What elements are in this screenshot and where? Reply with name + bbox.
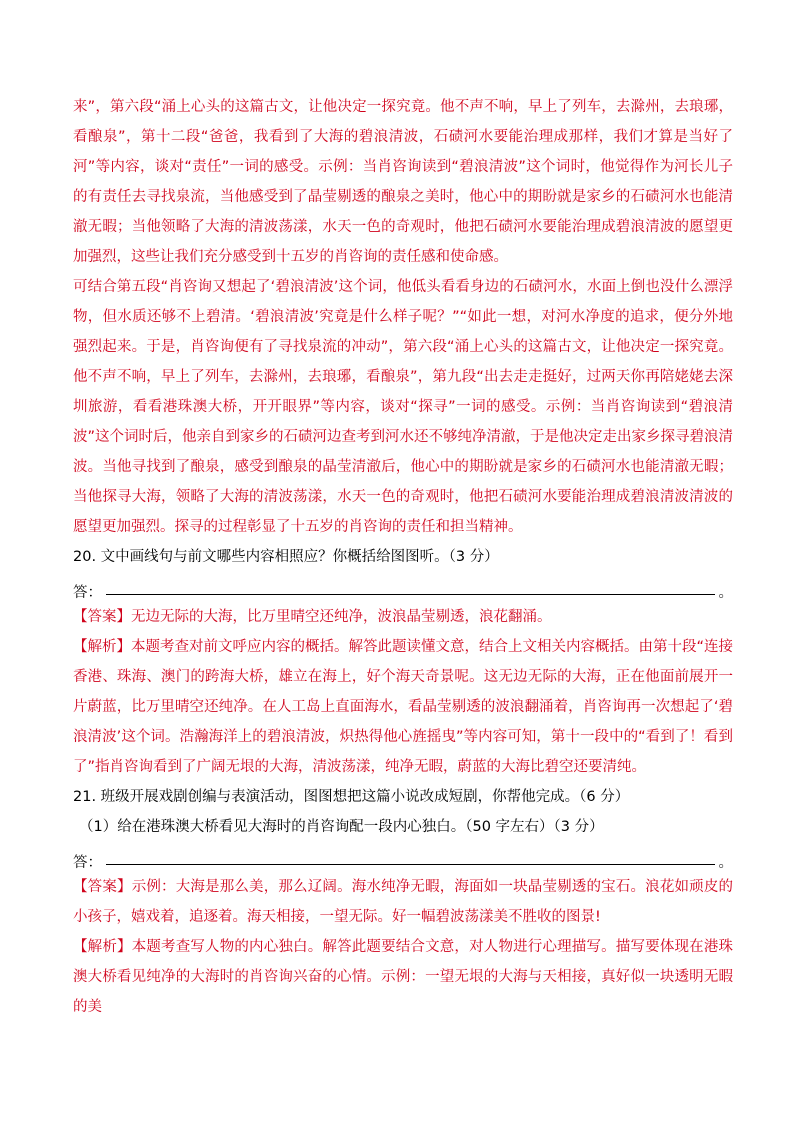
question-21-1: （1）给在港珠澳大桥看见大海时的肖咨询配一段内心独白。（50 字左右）（3 分） [79,819,604,835]
answer-tag: 【答案】 [73,609,131,625]
q21-analysis [73,932,733,1022]
answer-blank-rule [106,593,715,595]
answer-line-20 [73,572,733,602]
answer-blank-rule [106,863,715,865]
q20-analysis-text: 本题考查对前文呼应内容的概括。解答此题读懂文意，结合上文相关内容概括。由第十段“连接香港、珠海、澳门的跨海大桥，雄立在海上，好个海天奇景呢。这无边无际的大海，正在他面前展开一片蔚蓝，比万里晴空还纯净。在人工岛上直面海水，看晶莹剔透的波浪翻涌着，肖咨询再一次想起了‘碧浪清波’这个词。浩瀚海洋上的碧浪清波，炽热得他心旌摇曳”等内容可知，第十一段中的“看到了！看到了”指肖咨询看到了广阔无垠的大海，清波荡漾，纯净无暇，蔚蓝的大海比碧空还要清纯。 [73,639,734,775]
q21-answer-text: 示例：大海是那么美，那么辽阔。海水纯净无暇，海面如一块晶莹剔透的宝石。浪花如顽皮的小孩子，嬉戏着，追逐着。海天相接，一望无际。好一幅碧波荡漾美不胜收的图景! [73,879,734,925]
analysis-tag: 【解析】 [73,639,131,655]
q21-analysis-text: 本题考查写人物的内心独白。解答此题要结合文意，对人物进行心理描写。描写要体现在港珠澳大桥看见纯净的大海时的肖咨询兴奋的心情。示例：一望无垠的大海与天相接，真好似一块透明无暇的美 [73,939,734,1015]
q20-answer [73,602,733,632]
question-21: 21. 班级开展戏剧创编与表演活动，图图想把这篇小说改成短剧，你帮他完成。（6 分） [73,789,630,805]
answer-end-mark: 。 [718,585,733,601]
analysis-paragraph-responsibility: 来”，第六段“涌上心头的这篇古文，让他决定一探究竟。他不声不响，早上了列车，去滁州，去琅琊，看酿泉”，第十二段“爸爸，我看到了大海的碧浪清波，石碛河水要能治理成那样，我们才算是当好了河”等内容，谈对“责任”一词的感受。示例：当肖咨询读到“碧浪清波”这个词时，他觉得作为河长儿子的有责任去寻找泉流，当他感受到了晶莹剔透的酿泉之美时，他心中的期盼就是家乡的石碛河水也能清澈无暇；当他领略了大海的清波荡漾，水天一色的奇观时，他把石碛河水要能治理成碧浪清波的愿望更加强烈，这些让我们充分感受到十五岁的肖咨询的责任感和使命感。 [73,99,733,265]
answer-end-mark: 。 [718,855,733,871]
answer-label: 答： [73,855,102,871]
answer-tag: 【答案】 [73,879,132,895]
analysis-paragraph-exploration: 可结合第五段“肖咨询又想起了‘碧浪清波’这个词，他低头看看身边的石碛河水，水面上倒也没什么漂浮物，但水质还够不上碧清。‘碧浪清波’究竟是什么样子呢？”“如此一想，对河水净度的追求，便分外地强烈起来。于是，肖咨询便有了寻找泉流的冲动”，第六段“涌上心头的这篇古文，让他决定一探究竟。他不声不响，早上了列车，去滁州，去琅琊，看酿泉”，第九段“出去走走挺好，过两天你再陪姥姥去深圳旅游，看看港珠澳大桥，开开眼界”等内容，谈对“探寻”一词的感受。示例：当肖咨询读到“碧浪清波”这个词时后，他亲自到家乡的石碛河边查考到河水还不够纯净清澈，于是他决定走出家乡探寻碧浪清波。当他寻找到了酿泉，感受到酿泉的晶莹清澈后，他心中的期盼就是家乡的石碛河水也能清澈无暇；当他探寻大海，领略了大海的清波荡漾，水天一色的奇观时，他把石碛河水要能治理成碧浪清波清波的愿望更加强烈。探寻的过程彰显了十五岁的肖咨询的责任和担当精神。 [73,279,734,535]
answer-line-21 [73,842,733,872]
analysis-tag: 【解析】 [73,939,132,955]
question-20: 20. 文中画线句与前文哪些内容相照应？你概括给图图听。（3 分） [73,549,499,565]
q21-answer [73,872,733,932]
q20-answer-text: 无边无际的大海，比万里晴空还纯净，波浪晶莹剔透，浪花翻涌。 [131,609,552,625]
document-page [73,92,733,1022]
q20-analysis [73,632,733,782]
answer-label: 答： [73,585,102,601]
